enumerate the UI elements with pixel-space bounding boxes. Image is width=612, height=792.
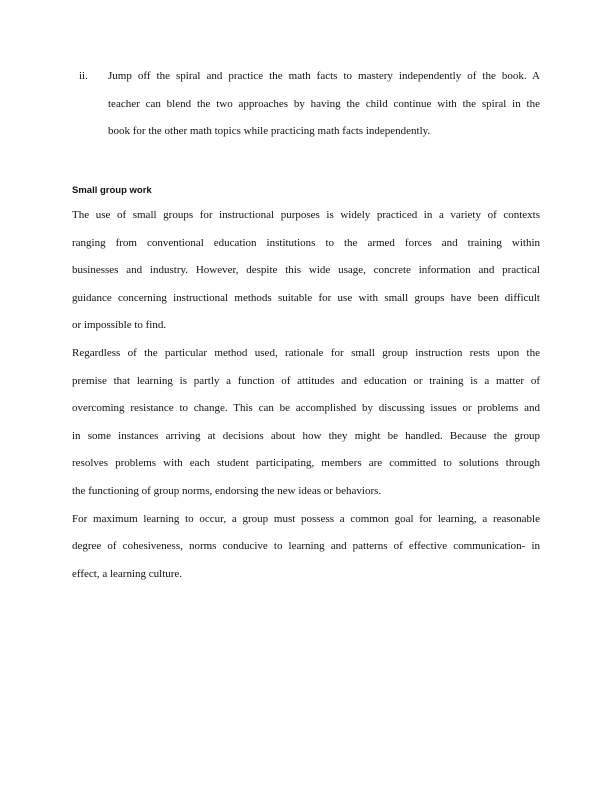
text-line: ranging from conventional education institutions to the armed forces and training within bbox=[72, 236, 540, 249]
text-line: businesses and industry. However, despite this wide usage, concrete information and practical bbox=[72, 264, 540, 277]
text-line: The use of small groups for instructional purposes is widely practiced in a variety of contexts bbox=[72, 209, 540, 221]
text-line: premise that learning is partly a function of attitudes and education or training is a matter of bbox=[72, 374, 540, 387]
text-line: effect, a learning culture. bbox=[72, 567, 183, 580]
text-line: For maximum learning to occur, a group must possess a common goal for learning, a reasonable bbox=[72, 512, 540, 525]
list-item-text bbox=[108, 63, 540, 146]
text-line: in some instances arriving at decisions about how they might be handled. Because the group bbox=[72, 429, 540, 442]
paragraph bbox=[72, 506, 540, 589]
text-line: resolves problems with each student participating, members are committed to solutions through bbox=[72, 457, 540, 470]
list-number: ii. bbox=[79, 70, 88, 82]
text-line: or impossible to find. bbox=[72, 319, 167, 332]
text-line: the functioning of group norms, endorsing the new ideas or behaviors. bbox=[72, 484, 382, 497]
body-text bbox=[72, 202, 540, 588]
text-line: book for the other math topics while practicing math facts independently. bbox=[108, 125, 431, 138]
text-line: Regardless of the particular method used, rationale for small group instruction rests upon the bbox=[72, 346, 540, 359]
text-line: Jump off the spiral and practice the math facts to mastery independently of the book. A bbox=[108, 70, 540, 82]
section-heading: Small group work bbox=[72, 185, 152, 196]
text-line: teacher can blend the two approaches by having the child continue with the spiral in the bbox=[108, 97, 540, 110]
text-line: guidance concerning instructional methods suitable for use with small groups have been difficult bbox=[72, 291, 540, 304]
text-line: overcoming resistance to change. This can be accomplished by discussing issues or problems and bbox=[72, 402, 540, 415]
paragraph bbox=[72, 202, 540, 340]
paragraph bbox=[72, 340, 540, 506]
text-line: degree of cohesiveness, norms conducive to learning and patterns of effective communication- in bbox=[72, 540, 540, 553]
